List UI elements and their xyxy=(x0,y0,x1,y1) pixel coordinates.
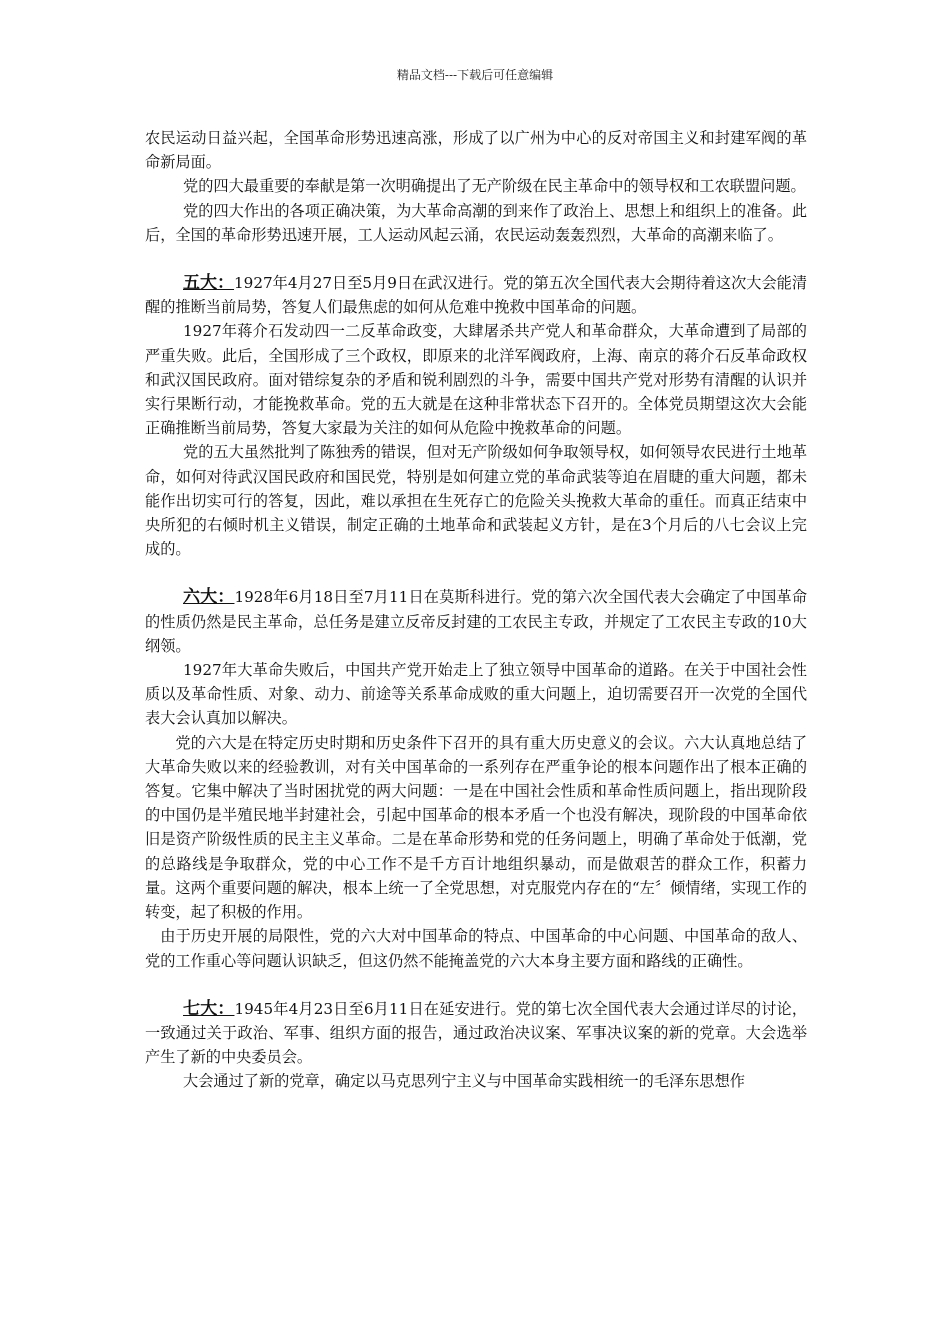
paragraph: 党的四大最重要的奉献是第一次明确提出了无产阶级在民主革命中的领导权和工农联盟问题。 xyxy=(183,177,806,196)
section-intro: 1928年6月18日至7月11日在莫斯科进行。党的第六次全国代表大会确定了中国革命的性质仍然是民主革命，总任务是建立反帝反封建的工农民主专政，并规定了工农民主专政的10大纲领。 xyxy=(145,588,808,655)
paragraph: 党的六大是在特定历史时期和历史条件下召开的具有重大历史意义的会议。六大认真地总结了大革命失败以来的经验教训，对有关中国革命的一系列存在严重争论的根本问题作出了根本正确的答复。它集中解决了当时困扰党的两大问题：一是在中国社会性质和革命性质问题上，指出现阶段的中国仍是半殖民地半封建社会，引起中国革命的根本矛盾一个也没有解决，现阶段的中国革命依旧是资产阶级性质的民主主义革命。二是在革命形势和党的任务问题上，明确了革命处于低潮，党的总路线是争取群众，党的中心工作不是千方百计地组织暴动，而是做艰苦的群众工作，积蓄力量。这两个重要问题的解决，根本上统一了全党思想，对克服党内存在的“左〞倾情绪，实现工作的转变，起了积极的作用。 xyxy=(145,733,807,922)
section-intro: 1927年4月27日至5月9日在武汉进行。党的第五次全国代表大会期待着这次大会能清醒的推断当前局势，答复人们最焦虑的如何从危难中挽救中国革命的问题。 xyxy=(145,274,808,317)
paragraph: 1927年大革命失败后，中国共产党开始走上了独立领导中国革命的道路。在关于中国社会性质以及革命性质、对象、动力、前途等关系革命成败的重大问题上，迫切需要召开一次党的全国代表大会认真加以解决。 xyxy=(145,661,807,728)
section-intro: 1945年4月23日至6月11日在延安进行。党的第七次全国代表大会通过详尽的讨论，一致通过关于政治、军事、组织方面的报告，通过政治决议案、军事决议案的新的党章。大会选举产生了新的中央委员会。 xyxy=(145,999,808,1067)
section-6 xyxy=(145,585,807,658)
paragraph: 党的五大虽然批判了陈独秀的错误，但对无产阶级如何争取领导权，如何领导农民进行土地革命，如何对待武汉国民政府和国民党，特别是如何建立党的革命武装等迫在眉睫的重大问题，都未能作出切实可行的答复，因此，难以承担在生死存亡的危险关头挽救大革命的重任。而真正结束中央所犯的右倾时机主义错误，制定正确的土地革命和武装起义方针，是在3个月后的八七会议上完成的。 xyxy=(145,443,807,559)
paragraph: 农民运动日益兴起，全国革命形势迅速高涨，形成了以广州为中心的反对帝国主义和封建军阀的革命新局面。 xyxy=(145,129,807,172)
section-7 xyxy=(145,997,807,1070)
section-heading: 六大： xyxy=(183,587,235,608)
paragraph: 1927年蒋介石发动四一二反革命政变，大肆屠杀共产党人和革命群众，大革命遭到了局部的严重失败。此后，全国形成了三个政权，即原来的北洋军阀政府，上海、南京的蒋介石反革命政权和武汉国民政府。面对错综复杂的矛盾和锐利剧烈的斗争，需要中国共产党对形势有清醒的认识并实行果断行动，才能挽救革命。党的五大就是在这种非常状态下召开的。全体党员期望这次大会能正确推断当前局势，答复大家最为关注的如何从危险中挽救革命的问题。 xyxy=(145,322,807,438)
document-body xyxy=(145,126,807,1094)
section-heading: 五大： xyxy=(183,273,235,294)
section-heading: 七大： xyxy=(183,998,235,1019)
section-5 xyxy=(145,271,807,319)
page-header: 精品文档---下载后可任意编辑 xyxy=(396,68,554,82)
paragraph: 由于历史开展的局限性，党的六大对中国革命的特点、中国革命的中心问题、中国革命的敌人、党的工作重心等问题认识缺乏，但这仍然不能掩盖党的六大本身主要方面和路线的正确性。 xyxy=(145,927,807,970)
paragraph: 大会通过了新的党章，确定以马克思列宁主义与中国革命实践相统一的毛泽东思想作 xyxy=(183,1072,745,1091)
paragraph: 党的四大作出的各项正确决策，为大革命高潮的到来作了政治上、思想上和组织上的准备。此后，全国的革命形势迅速开展，工人运动风起云涌，农民运动轰轰烈烈，大革命的高潮来临了。 xyxy=(145,201,807,244)
